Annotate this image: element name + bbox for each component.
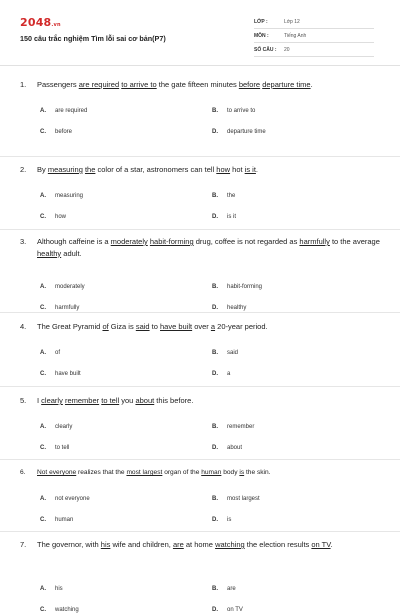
option-a[interactable] bbox=[40, 284, 85, 290]
option-letter: A. bbox=[40, 495, 46, 502]
option-text: is it bbox=[227, 213, 236, 220]
option-text: departure time bbox=[227, 128, 266, 135]
meta-row-count bbox=[254, 43, 374, 57]
question-text bbox=[37, 395, 193, 407]
divider bbox=[0, 531, 400, 532]
underlined-segment: to tell bbox=[101, 396, 120, 405]
option-text: a bbox=[227, 370, 231, 377]
underlined-segment: about bbox=[135, 396, 155, 405]
option-a[interactable] bbox=[40, 424, 72, 430]
question-number: 2. bbox=[20, 165, 27, 174]
answer-options bbox=[20, 551, 382, 613]
answer-options bbox=[20, 91, 382, 136]
question-stem bbox=[20, 467, 382, 479]
stem-text-part: to bbox=[149, 322, 161, 331]
option-letter: B. bbox=[212, 107, 218, 114]
option-c[interactable] bbox=[40, 607, 79, 613]
stem-text-part: Passengers bbox=[37, 80, 79, 89]
option-text: measuring bbox=[55, 192, 84, 199]
option-text: his bbox=[55, 585, 63, 592]
option-b[interactable] bbox=[212, 586, 236, 592]
question-stem bbox=[20, 395, 382, 407]
question-stem bbox=[20, 164, 382, 176]
underlined-segment: habit-forming bbox=[149, 237, 194, 246]
option-letter: C. bbox=[40, 305, 46, 311]
stem-text-part: . bbox=[255, 165, 258, 174]
stem-text-part: the skin. bbox=[244, 469, 271, 476]
option-letter: D. bbox=[212, 444, 218, 451]
question-text bbox=[37, 236, 382, 259]
option-letter: B. bbox=[212, 284, 218, 290]
option-letter: A. bbox=[40, 585, 46, 592]
stem-text-part: this before. bbox=[154, 396, 194, 405]
option-letter: C. bbox=[40, 370, 46, 377]
option-letter: D. bbox=[212, 128, 218, 135]
question-text bbox=[37, 79, 313, 91]
divider bbox=[0, 156, 400, 157]
option-text: before bbox=[55, 128, 73, 135]
option-a[interactable] bbox=[40, 586, 63, 592]
option-letter: C. bbox=[40, 606, 46, 613]
option-c[interactable] bbox=[40, 445, 69, 451]
underlined-segment: human bbox=[201, 469, 222, 476]
option-d[interactable] bbox=[212, 517, 231, 523]
option-d[interactable] bbox=[212, 371, 230, 377]
option-text: the bbox=[227, 192, 236, 199]
underlined-segment: his bbox=[100, 540, 111, 549]
stem-text-part: body bbox=[221, 469, 240, 476]
option-c[interactable] bbox=[40, 517, 73, 523]
question-text bbox=[37, 321, 268, 333]
option-b[interactable] bbox=[212, 424, 254, 430]
option-letter: D. bbox=[212, 213, 218, 220]
option-text: of bbox=[55, 349, 61, 356]
divider bbox=[0, 459, 400, 460]
option-text: habit-forming bbox=[227, 284, 263, 290]
stem-text-part: realizes that the bbox=[76, 469, 127, 476]
underlined-segment: a bbox=[210, 322, 216, 331]
stem-text-part: the election results bbox=[244, 540, 312, 549]
option-letter: A. bbox=[40, 107, 46, 114]
option-text: harmfully bbox=[55, 305, 80, 311]
option-a[interactable] bbox=[40, 496, 90, 502]
option-d[interactable] bbox=[212, 445, 242, 451]
option-b[interactable] bbox=[212, 284, 262, 290]
question-text bbox=[37, 539, 333, 551]
worksheet-meta bbox=[254, 15, 374, 57]
option-d[interactable] bbox=[212, 129, 266, 135]
underlined-segment: moderately bbox=[110, 237, 148, 246]
option-b[interactable] bbox=[212, 193, 235, 199]
option-text: about bbox=[227, 444, 243, 451]
underlined-segment: to arrive to bbox=[121, 80, 157, 89]
underlined-segment: on TV bbox=[311, 540, 331, 549]
option-c[interactable] bbox=[40, 371, 81, 377]
underlined-segment: remember bbox=[64, 396, 100, 405]
question-number: 7. bbox=[20, 540, 27, 549]
option-d[interactable] bbox=[212, 607, 243, 613]
stem-text-part: at home bbox=[183, 540, 216, 549]
stem-text-part: wife and children, bbox=[110, 540, 173, 549]
stem-text-part: . bbox=[330, 540, 333, 549]
meta-value: Lớp 12 bbox=[284, 18, 300, 25]
divider bbox=[0, 229, 400, 230]
meta-key: LỚP : bbox=[254, 18, 268, 25]
option-letter: A. bbox=[40, 423, 46, 430]
option-letter: D. bbox=[212, 305, 218, 311]
stem-text-part: Giza is bbox=[108, 322, 136, 331]
logo-suffix: .vn bbox=[51, 22, 61, 28]
option-letter: B. bbox=[212, 349, 218, 356]
stem-text-part: By bbox=[37, 165, 48, 174]
meta-key: SỐ CÂU : bbox=[254, 46, 277, 53]
underlined-segment: said bbox=[135, 322, 150, 331]
meta-row-class bbox=[254, 15, 374, 29]
underlined-segment: most largest bbox=[126, 469, 163, 476]
divider bbox=[0, 312, 400, 313]
option-text: are bbox=[227, 585, 236, 592]
stem-text-part: you bbox=[119, 396, 136, 405]
stem-text-part: the gate fifteen minutes bbox=[156, 80, 239, 89]
option-letter: B. bbox=[212, 585, 218, 592]
option-a[interactable] bbox=[40, 350, 60, 356]
question-text bbox=[37, 164, 258, 176]
option-letter: C. bbox=[40, 128, 46, 135]
option-letter: C. bbox=[40, 516, 46, 523]
stem-text-part: hot bbox=[230, 165, 245, 174]
underlined-segment: have built bbox=[160, 322, 193, 331]
option-d[interactable] bbox=[212, 305, 246, 311]
underlined-segment: watching bbox=[215, 540, 245, 549]
option-d[interactable] bbox=[212, 214, 236, 220]
option-letter: A. bbox=[40, 349, 46, 356]
option-text: are required bbox=[55, 107, 88, 114]
underlined-segment: departure time bbox=[262, 80, 311, 89]
stem-text-part: The Great Pyramid bbox=[37, 322, 103, 331]
question-item bbox=[20, 321, 382, 378]
option-text: have built bbox=[55, 370, 81, 377]
underlined-segment: the bbox=[84, 165, 96, 174]
stem-text-part: to the average bbox=[329, 237, 380, 246]
option-text: healthy bbox=[227, 305, 247, 311]
option-c[interactable] bbox=[40, 305, 79, 311]
underlined-segment: clearly bbox=[41, 396, 63, 405]
option-a[interactable] bbox=[40, 193, 83, 199]
underlined-segment: are bbox=[172, 540, 184, 549]
option-letter: A. bbox=[40, 284, 46, 290]
logo-text: 2048 bbox=[20, 16, 52, 29]
option-b[interactable] bbox=[212, 350, 238, 356]
option-letter: C. bbox=[40, 213, 46, 220]
option-text: to tell bbox=[55, 444, 70, 451]
stem-text-part: I bbox=[37, 396, 42, 405]
option-text: clearly bbox=[55, 423, 73, 430]
option-text: is bbox=[227, 516, 232, 523]
question-item bbox=[20, 395, 382, 452]
question-item bbox=[20, 164, 382, 221]
question-stem bbox=[20, 236, 382, 259]
question-stem bbox=[20, 79, 382, 91]
option-c[interactable] bbox=[40, 214, 66, 220]
option-letter: D. bbox=[212, 370, 218, 377]
stem-text-part: 20-year period. bbox=[215, 322, 268, 331]
stem-text-part: adult. bbox=[61, 248, 82, 258]
option-letter: D. bbox=[212, 516, 218, 523]
underlined-segment: are required bbox=[78, 80, 120, 89]
option-text: human bbox=[55, 516, 74, 523]
question-item bbox=[20, 539, 382, 613]
question-stem bbox=[20, 539, 382, 551]
meta-value: 20 bbox=[284, 46, 290, 53]
meta-row-subject bbox=[254, 29, 374, 43]
option-text: to arrive to bbox=[227, 107, 256, 114]
option-text: most largest bbox=[227, 495, 260, 502]
worksheet-header bbox=[0, 0, 400, 66]
question-stem bbox=[20, 321, 382, 333]
option-text: said bbox=[227, 349, 239, 356]
meta-key: MÔN : bbox=[254, 32, 269, 39]
answer-options bbox=[20, 333, 382, 378]
option-text: remember bbox=[227, 423, 255, 430]
option-letter: A. bbox=[40, 192, 46, 199]
underlined-segment: measuring bbox=[47, 165, 83, 174]
question-number: 1. bbox=[20, 80, 27, 89]
question-number: 3. bbox=[20, 237, 27, 246]
question-item bbox=[20, 79, 382, 136]
question-text bbox=[37, 467, 271, 479]
worksheet-title: 150 câu trắc nghiệm Tìm lỗi sai cơ bản(P7) bbox=[20, 34, 166, 43]
question-item bbox=[20, 467, 382, 524]
site-logo[interactable] bbox=[20, 16, 61, 29]
stem-text-part: The governor, with bbox=[37, 540, 101, 549]
stem-text-part: drug, coffee is not regarded as bbox=[193, 237, 300, 246]
stem-text-part: organ of the bbox=[162, 469, 202, 476]
underlined-segment: is it bbox=[244, 165, 256, 174]
stem-text-part: color of a star, astronomers can tell bbox=[95, 165, 217, 174]
answer-options bbox=[20, 407, 382, 452]
option-text: on TV bbox=[227, 606, 243, 613]
stem-text-part: . bbox=[310, 80, 313, 89]
underlined-segment: Not everyone bbox=[37, 469, 77, 476]
option-b[interactable] bbox=[212, 496, 260, 502]
option-text: how bbox=[55, 213, 67, 220]
underlined-segment: before bbox=[238, 80, 261, 89]
underlined-segment: how bbox=[216, 165, 231, 174]
underlined-segment: is bbox=[239, 469, 245, 476]
answer-options bbox=[20, 176, 382, 221]
option-letter: B. bbox=[212, 423, 218, 430]
option-text: watching bbox=[55, 606, 79, 613]
option-text: not everyone bbox=[55, 495, 90, 502]
stem-text-part: over bbox=[192, 322, 211, 331]
underlined-segment: harmfully bbox=[299, 237, 330, 246]
option-b[interactable] bbox=[212, 108, 255, 114]
option-text: moderately bbox=[55, 284, 85, 290]
question-item bbox=[20, 236, 382, 311]
option-letter: B. bbox=[212, 192, 218, 199]
answer-options bbox=[20, 479, 382, 524]
question-number: 4. bbox=[20, 322, 27, 331]
option-a[interactable] bbox=[40, 108, 87, 114]
answer-options bbox=[20, 259, 382, 311]
option-letter: B. bbox=[212, 495, 218, 502]
option-letter: C. bbox=[40, 444, 46, 451]
question-number: 5. bbox=[20, 396, 27, 405]
divider bbox=[0, 386, 400, 387]
option-c[interactable] bbox=[40, 129, 72, 135]
underlined-segment: of bbox=[102, 322, 109, 331]
option-letter: D. bbox=[212, 606, 218, 613]
stem-text-part: Although caffeine is a bbox=[37, 237, 111, 246]
underlined-segment: healthy bbox=[37, 248, 62, 258]
question-number: 6. bbox=[20, 469, 26, 476]
meta-value: Tiếng Anh bbox=[284, 32, 307, 39]
